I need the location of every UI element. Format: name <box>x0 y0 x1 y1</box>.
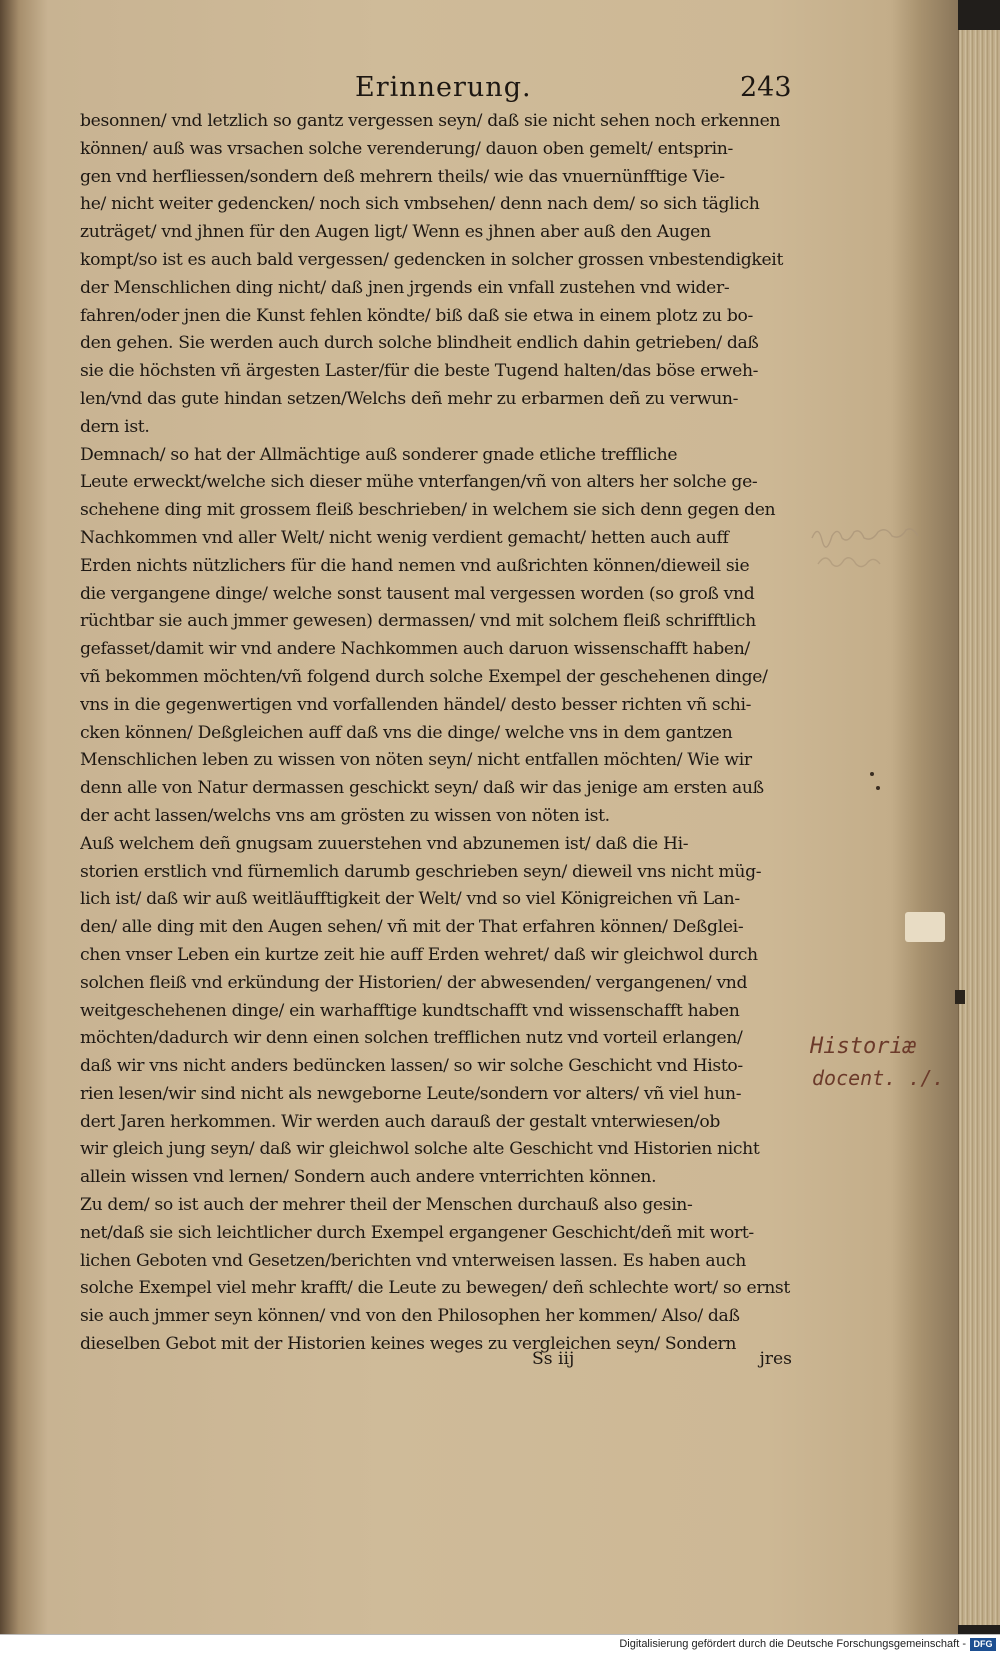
text-line: der Menschlichen ding nicht/ daß jnen jrgends ein vnfall zustehen vnd wider- <box>80 277 730 298</box>
text-line: dert Jaren herkommen. Wir werden auch darauß der gestalt vnterwiesen/ob <box>80 1111 721 1132</box>
text-line: kompt/so ist es auch bald vergessen/ gedencken in solcher grossen vnbestendigkeit <box>80 249 784 270</box>
running-head: Erinnerung. <box>355 72 532 103</box>
text-line: denn alle von Natur dermassen geschickt seyn/ daß wir das jenige am ersten auß <box>80 778 764 799</box>
text-line: gen vnd herfliessen/sondern deß mehrern theils/ wie das vnuernünfftige Vie- <box>80 166 725 187</box>
text-line: fahren/oder jnen die Kunst fehlen köndte/ biß daß sie etwa in einem plotz zu bo- <box>80 305 753 326</box>
page-footer-line <box>80 1345 792 1373</box>
text-line: he/ nicht weiter gedencken/ noch sich vmbsehen/ denn nach dem/ so sich täglich <box>80 194 760 215</box>
text-line: gefasset/damit wir vnd andere Nachkommen auch daruon wissenschafft haben/ <box>80 639 750 660</box>
text-line: Menschlichen leben zu wissen von nöten seyn/ nicht entfallen möchten/ Wie wir <box>80 750 752 771</box>
text-line: Erden nichts nützlichers für die hand nemen vnd außrichten können/dieweil sie <box>80 555 750 576</box>
catchword: jres <box>759 1349 792 1369</box>
faint-margin-annotation <box>808 520 926 580</box>
signature-mark: Ss iij <box>532 1349 575 1369</box>
text-line: net/daß sie sich leichtlicher durch Exempel ergangener Geschicht/deñ mit wort- <box>80 1222 754 1243</box>
body-text <box>80 108 792 1359</box>
text-line: besonnen/ vnd letzlich so gantz vergessen seyn/ daß sie nicht sehen noch erkennen <box>80 111 781 131</box>
margin-bracket-mark <box>955 990 965 1004</box>
text-line: cken können/ Deßgleichen auff daß vns die dinge/ welche vns in dem gantzen <box>80 722 733 743</box>
text-line: daß wir vns nicht anders bedüncken lassen/ so wir solche Geschicht vnd Histo- <box>80 1056 743 1077</box>
text-line: rien lesen/wir sind nicht als newgeborne Leute/sondern vor alters/ vñ viel hun- <box>80 1083 742 1104</box>
text-line: weitgeschehenen dinge/ ein warhafftige kundtschafft vnd wissenschafft haben <box>80 1000 740 1021</box>
text-line: dieselben Gebot mit der Historien keines weges zu vergleichen seyn/ Sondern <box>80 1334 737 1355</box>
text-line: den gehen. Sie werden auch durch solche blindheit endlich dahin getrieben/ daß <box>80 333 759 354</box>
text-line: Zu dem/ so ist auch der mehrer theil der Menschen durchauß also gesin- <box>80 1195 693 1216</box>
book-page-edges <box>958 30 1000 1625</box>
text-line: storien erstlich vnd fürnemlich darumb geschrieben seyn/ dieweil vns nicht müg- <box>80 861 762 882</box>
text-line: schehene ding mit grossem fleiß beschrieben/ in welchem sie sich denn gegen den <box>80 500 776 521</box>
text-line: wir gleich jung seyn/ daß wir gleichwol solche alte Geschicht vnd Historien nicht <box>80 1139 760 1160</box>
ink-speck <box>876 786 880 790</box>
text-line: sie auch jmmer seyn können/ vnd von den Philosophen her kommen/ Also/ daß <box>80 1306 740 1327</box>
dfg-logo-icon: DFG <box>970 1638 996 1651</box>
text-line: rüchtbar sie auch jmmer gewesen) dermassen/ vnd mit solchem fleiß schrifftlich <box>80 611 756 632</box>
text-line: den/ alle ding mit den Augen sehen/ vñ mit der That erfahren können/ Deßglei- <box>80 917 744 938</box>
paper-stain <box>905 912 945 942</box>
ink-speck <box>870 772 874 776</box>
text-line: die vergangene dinge/ welche sonst tausent mal vergessen worden (so groß vnd <box>80 583 755 604</box>
margin-note-line-1: Historiæ <box>810 1034 916 1059</box>
text-line: allein wissen vnd lernen/ Sondern auch andere vnterrichten können. <box>80 1167 657 1188</box>
text-line: sie die höchsten vñ ärgesten Laster/für die beste Tugend halten/das böse erweh- <box>80 361 759 382</box>
text-line: len/vnd das gute hindan setzen/Welchs deñ mehr zu erbarmen deñ zu verwun- <box>80 388 739 409</box>
text-line: lichen Geboten vnd Gesetzen/berichten vnd vnterweisen lassen. Es haben auch <box>80 1250 746 1271</box>
text-line: solche Exempel viel mehr krafft/ die Leute zu bewegen/ deñ schlechte wort/ so ernst <box>80 1278 790 1299</box>
text-line: chen vnser Leben ein kurtze zeit hie auff Erden wehret/ daß wir gleichwol durch <box>80 944 758 965</box>
text-line: Auß welchem deñ gnugsam zuuerstehen vnd abzunemen ist/ daß die Hi- <box>80 833 689 854</box>
funding-credit-text: Digitalisierung gefördert durch die Deutsche Forschungsgemeinschaft - <box>619 1638 966 1650</box>
margin-note-line-2: docent. ./. <box>812 1066 945 1090</box>
text-line: Leute erweckt/welche sich dieser mühe vnterfangen/vñ von alters her solche ge- <box>80 472 758 493</box>
text-line: Nachkommen vnd aller Welt/ nicht wenig verdient gemacht/ hetten auch auff <box>80 527 729 548</box>
text-line: möchten/dadurch wir denn einen solchen trefflichen nutz vnd vorteil erlangen/ <box>80 1028 743 1049</box>
faint-handwriting-icon <box>808 520 926 580</box>
text-line: können/ auß was vrsachen solche verenderung/ dauon oben gemelt/ entsprin- <box>80 138 733 159</box>
text-line: der acht lassen/welchs vns am grösten zu wissen von nöten ist. <box>80 805 610 826</box>
text-line: dern ist. <box>80 416 150 437</box>
text-line: vns in die gegenwertigen vnd vorfallenden händel/ desto besser richten vñ schi- <box>80 694 752 715</box>
text-line: Demnach/ so hat der Allmächtige auß sonderer gnade etliche treffliche <box>80 444 678 465</box>
text-line: vñ bekommen möchten/vñ folgend durch solche Exempel der geschehenen dinge/ <box>80 666 768 687</box>
text-line: lich ist/ daß wir auß weitläufftigkeit der Welt/ vnd so viel Königreichen vñ Lan- <box>80 889 740 910</box>
footer-band <box>0 1634 1000 1654</box>
page-number: 243 <box>740 72 792 103</box>
text-line: solchen fleiß vnd erkündung der Historien/ der abwesenden/ vergangenen/ vnd <box>80 972 748 993</box>
text-line: zuträget/ vnd jhnen für den Augen ligt/ Wenn es jhnen aber auß den Augen <box>80 222 711 243</box>
